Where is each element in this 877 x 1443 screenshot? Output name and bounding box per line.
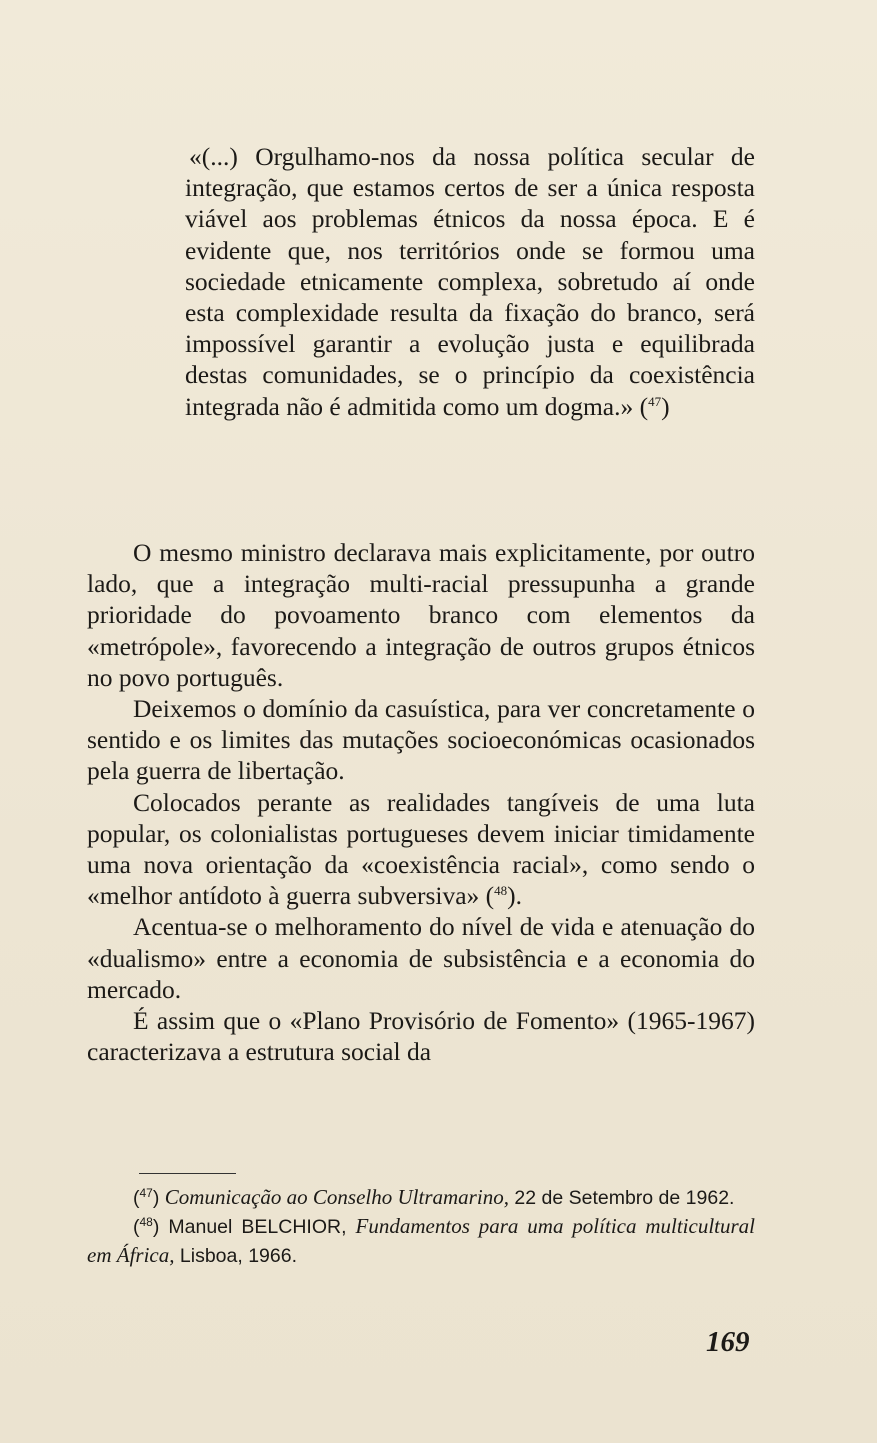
footnotes: [87, 1183, 755, 1270]
page-number: 169: [706, 1326, 750, 1358]
footnote-47: ($^{47}$) Comunicação ao Conselho Ultramarino, 22 de Setembro de 1962.: [133, 1185, 735, 1209]
paragraph: É assim que o «Plano Provisório de Fomento» (1965-1967) caracterizava a estrutura social da: [87, 1006, 755, 1067]
footnote-ref-48[interactable]: 48: [494, 883, 508, 899]
block-quote: [185, 141, 755, 422]
footnote-48: ($^{48}$) Manuel BELCHIOR, Fundamentos para uma política multicultural em África, Lisboa, 1966.: [87, 1214, 756, 1267]
paragraph: Deixemos o domínio da casuística, para ver concretamente o sentido e os limites das mutações socioeconómicas ocasionados pela guerra de libertação.: [87, 694, 755, 786]
paragraph: O mesmo ministro declarava mais explicitamente, por outro lado, que a integração multi-racial pressupunha a grande prioridade do povoamento branco com elementos da «metrópole», favorecendo a integração de outros grupos étnicos no povo português.: [87, 538, 755, 692]
footnote-divider: [139, 1173, 236, 1174]
body-text: [87, 537, 755, 1067]
paragraph: Colocados perante as realidades tangíveis de uma luta popular, os colonialistas portugueses devem iniciar timidamente uma nova orientação da «coexistência racial», como sendo o «melhor antídoto à guerra subversiva» ($^{48}$).: [87, 787, 755, 911]
paragraph: Acentua-se o melhoramento do nível de vida e atenuação do «dualismo» entre a economia de subsistência e a economia do mercado.: [87, 912, 755, 1004]
quote-paragraph: «(...) Orgulhamo-nos da nossa política secular de integração, que estamos certos de ser a única resposta viável aos problemas étnicos da nossa época. E é evidente que, nos territórios onde se formou uma sociedade etnicamente complexa, sobretudo aí onde esta complexidade resulta da fixação do branco, será impossível garantir a evolução justa e equilibrada destas comunidades, se o princípio da coexistência integrada não é admitida como um dogma.» ($^{47}$): [185, 142, 755, 421]
footnote-ref-47[interactable]: 47: [648, 393, 662, 409]
